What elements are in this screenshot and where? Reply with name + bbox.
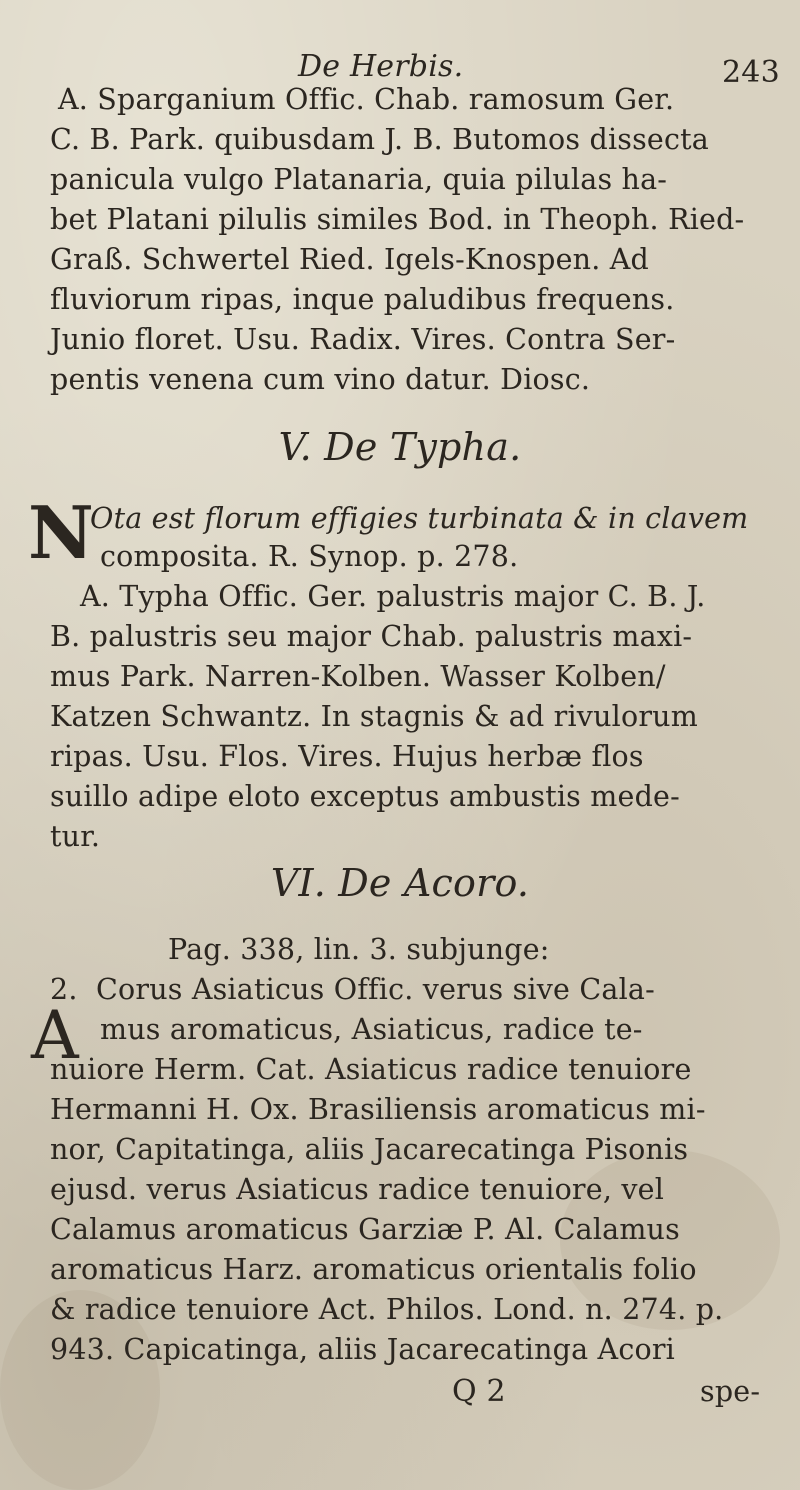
text-line: Junio floret. Usu. Radix. Vires. Contra Ser- — [50, 323, 676, 356]
text-line: ejusd. verus Asiaticus radice tenuiore, vel — [50, 1173, 665, 1206]
catchword: spe- — [700, 1375, 761, 1408]
text-line: bet Platani pilulis similes Bod. in Theoph. Ried- — [50, 203, 745, 236]
text-line: A. Sparganium Offic. Chab. ramosum Ger. — [58, 83, 675, 116]
section-heading: V. De Typha. — [278, 425, 522, 469]
text-line: Pag. 338, lin. 3. subjunge: — [168, 933, 550, 966]
text-line: panicula vulgo Platanaria, quia pilulas ha- — [50, 163, 668, 196]
text-line: composita. R. Synop. p. 278. — [100, 540, 519, 573]
text-line: tur. — [50, 820, 101, 853]
text-line: Calamus aromaticus Garziæ P. Al. Calamus — [50, 1213, 680, 1246]
text-line: fluviorum ripas, inque paludibus frequens. — [50, 283, 675, 316]
text-line: mus aromaticus, Asiaticus, radice te- — [100, 1013, 643, 1046]
text-line: A. Typha Offic. Ger. palustris major C. B. J. — [80, 580, 706, 613]
running-head: De Herbis. — [298, 49, 464, 84]
text-line: aromaticus Harz. aromaticus orientalis folio — [50, 1253, 697, 1286]
page-number: 243 — [722, 55, 780, 90]
text-line: suillo adipe eloto exceptus ambustis mede- — [50, 780, 680, 813]
text-line: Hermanni H. Ox. Brasiliensis aromaticus mi- — [50, 1093, 706, 1126]
section-heading: VI. De Acoro. — [270, 861, 530, 905]
text-line: 943. Capicatinga, aliis Jacarecatinga Acori — [50, 1333, 675, 1366]
text-line: B. palustris seu major Chab. palustris maxi- — [50, 620, 693, 653]
text-line: Graß. Schwertel Ried. Igels-Knospen. Ad — [50, 243, 649, 276]
text-line: Katzen Schwantz. In stagnis & ad rivulorum — [50, 700, 698, 733]
drop-cap: N — [28, 490, 94, 575]
drop-cap: A — [31, 997, 79, 1074]
text-line: ripas. Usu. Flos. Vires. Hujus herbæ flos — [50, 740, 644, 773]
signature-mark: Q 2 — [452, 1374, 506, 1409]
text-line: C. B. Park. quibusdam J. B. Butomos dissecta — [50, 123, 709, 156]
text-line: mus Park. Narren-Kolben. Wasser Kolben/ — [50, 660, 666, 693]
text-line: & radice tenuiore Act. Philos. Lond. n. 274. p. — [50, 1293, 724, 1326]
text-line: nor, Capitatinga, aliis Jacarecatinga Pisonis — [50, 1133, 689, 1166]
text-line: 2. — [50, 973, 78, 1006]
text-line: pentis venena cum vino datur. Diosc. — [50, 363, 591, 396]
text-line: nuiore Herm. Cat. Asiaticus radice tenuiore — [50, 1053, 692, 1086]
text-line: Ota est florum effigies turbinata & in clavem — [90, 502, 749, 535]
text-line: Corus Asiaticus Offic. verus sive Cala- — [96, 973, 655, 1006]
